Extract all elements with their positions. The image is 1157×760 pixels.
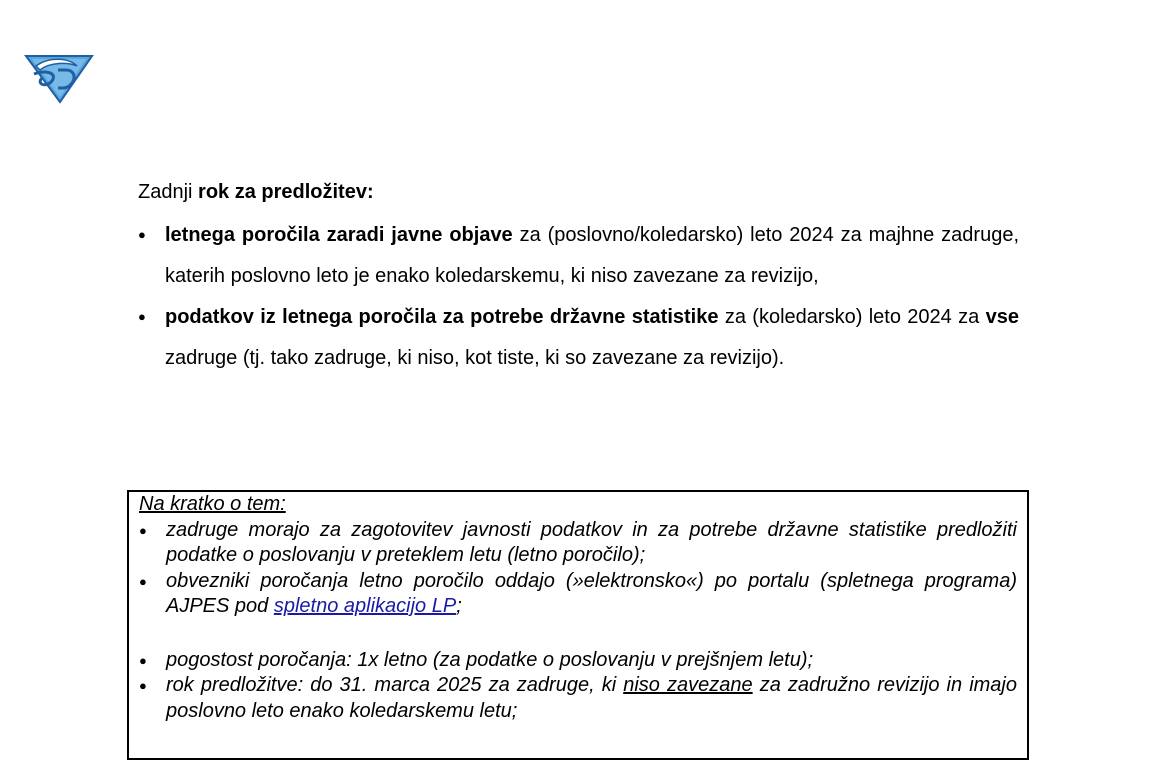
bullet-icon: ● xyxy=(139,678,147,693)
list-item: ● obvezniki poročanja letno poročilo oddajo (»elektronsko«) po portalu (spletnega programa) AJPES pod spletno aplikacijo LP; xyxy=(139,569,1017,617)
list-item: ● rok predložitve: do 31. marca 2025 za zadruge, ki niso zavezane za zadružno revizijo in imajo poslovno leto enako koledarskemu letu; xyxy=(139,674,1017,722)
sd-logo-icon xyxy=(22,48,96,104)
bullet-icon: ● xyxy=(138,227,146,242)
bullet-icon: ● xyxy=(139,573,147,589)
list-item: ● podatkov iz letnega poročila za potrebe državne statistike za (koledarsko) leto 2024 za vse zadruge (tj. tako zadruge, ki niso, kot tiste, ki so zavezane za revizijo). xyxy=(138,297,1019,378)
main-content xyxy=(138,175,1019,379)
lp-app-link[interactable]: spletno aplikacijo LP xyxy=(273,595,457,617)
bullet-icon: ● xyxy=(139,652,147,668)
bullet-icon: ● xyxy=(139,522,147,538)
deadline-list xyxy=(138,215,1019,378)
deadline-heading: Zadnji rok za predložitev: xyxy=(138,181,374,203)
summary-title: Na kratko o tem: xyxy=(139,493,286,515)
summary-box xyxy=(127,490,1029,760)
list-item: ● pogostost poročanja: 1x letno (za podatke o poslovanju v prejšnjem letu); xyxy=(139,648,1017,674)
list-item: ● zadruge morajo za zagotovitev javnosti podatkov in za potrebe državne statistike predložiti podatke o poslovanju v preteklem letu (letno poročilo); xyxy=(139,518,1017,566)
summary-list xyxy=(139,518,1017,725)
bullet-icon: ● xyxy=(138,309,146,324)
list-item: ● letnega poročila zaradi javne objave za (poslovno/koledarsko) leto 2024 za majhne zadruge, katerih poslovno leto je enako koledarskemu, ki niso zavezane za revizijo, xyxy=(138,215,1019,296)
